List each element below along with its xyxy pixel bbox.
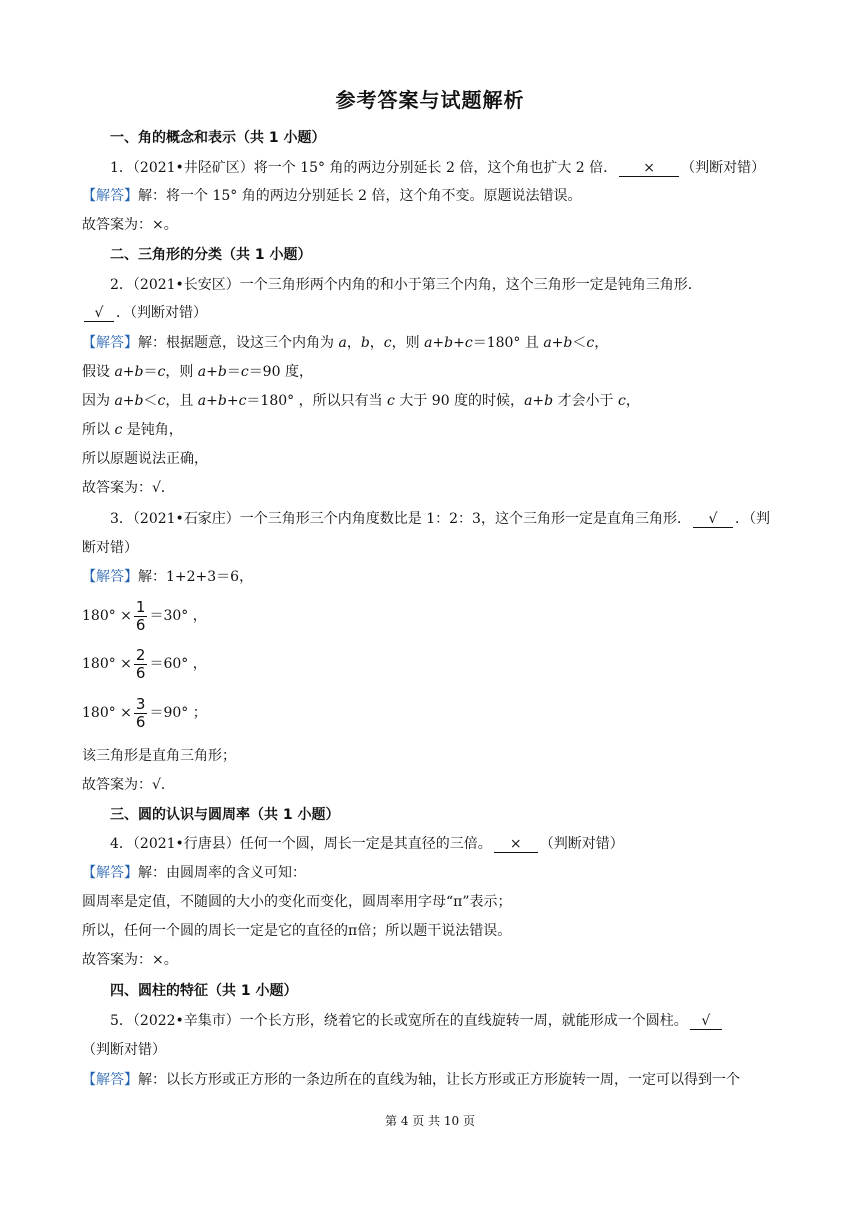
question-1-conclusion: 故答案为：×。 <box>82 217 178 233</box>
fraction: $\frac{3}{6}$ <box>135 694 146 731</box>
question-3-answer: √ <box>693 511 733 528</box>
question-2-conclusion: 故答案为：√． <box>82 480 175 496</box>
question-2-stem: 2．（2021•长安区）一个三角形两个内角的和小于第三个内角，这个三角形一定是钝角三角形． <box>110 277 702 293</box>
solution-tag: 【解答】 <box>82 1072 138 1088</box>
question-3-stem: 3．（2021•石家庄）一个三角形三个内角度数比是 1：2：3，这个三角形一定是直角三角形． <box>110 511 691 527</box>
question-1-answer: × <box>619 160 679 177</box>
question-3-suffix-wrap: 断对错） <box>82 540 138 556</box>
section-heading-4: 四、圆柱的特征（共 1 小题） <box>110 983 298 999</box>
question-5-suffix: （判断对错） <box>82 1042 166 1058</box>
question-4-conclusion: 故答案为：×。 <box>82 952 178 968</box>
question-4-answer: × <box>494 836 538 853</box>
solution-tag: 【解答】 <box>82 569 138 585</box>
question-4-step-2: 圆周率是定值，不随圆的大小的变化而变化，圆周率用字母“π”表示； <box>82 894 512 910</box>
question-3-solution: 【解答】解：1+2+3＝6， <box>82 569 254 585</box>
fraction: $\frac{1}{6}$ <box>135 597 146 634</box>
question-5-answer: √ <box>690 1013 722 1030</box>
question-5-stem: 5．（2022•辛集市）一个长方形，绕着它的长或宽所在的直线旋转一周，就能形成一个圆柱。 <box>110 1013 688 1029</box>
section-heading-1: 一、角的概念和表示（共 1 小题） <box>110 130 326 146</box>
question-4-stem: 4．（2021•行唐县）任何一个圆，周长一定是其直径的三倍。 <box>110 836 492 852</box>
question-1-stem: 1．（2021•井陉矿区）将一个 15° 角的两边分别延长 2 倍，这个角也扩大 2 倍． <box>110 160 618 176</box>
question-2-step-2: 假设 a+b＝c，则 a+b＝c＝90 度， <box>82 364 313 380</box>
fraction: $\frac{2}{6}$ <box>135 645 146 682</box>
question-1-suffix: （判断对错） <box>681 160 766 176</box>
solution-tag: 【解答】 <box>82 335 138 351</box>
solution-tag: 【解答】 <box>82 188 138 204</box>
question-3-calc-3: 180° × $\frac{3}{6}$ ＝90° ； <box>82 694 207 731</box>
question-3-conclusion: 故答案为：√． <box>82 777 175 793</box>
section-heading-3: 三、圆的认识与圆周率（共 1 小题） <box>110 807 340 823</box>
question-3-calc-2: 180° × $\frac{2}{6}$ ＝60° ， <box>82 645 207 682</box>
question-4: 4．（2021•行唐县）任何一个圆，周长一定是其直径的三倍。 × （判断对错） <box>110 836 624 852</box>
question-4-solution: 【解答】解：由圆周率的含义可知： <box>82 865 306 881</box>
question-3-calc-1: 180° × $\frac{1}{6}$ ＝30° ， <box>82 597 207 634</box>
question-3: 3．（2021•石家庄）一个三角形三个内角度数比是 1：2：3，这个三角形一定是直角三角形． √ ．（判 <box>110 511 770 527</box>
question-4-step-3: 所以，任何一个圆的周长一定是它的直径的π倍；所以题干说法错误。 <box>82 923 512 939</box>
question-5-solution: 【解答】解：以长方形或正方形的一条边所在的直线为轴，让长方形或正方形旋转一周，一定可以得到一个 <box>82 1072 740 1088</box>
question-2-step-5: 所以原题说法正确， <box>82 451 208 467</box>
page-footer: 第 4 页 共 10 页 <box>385 1114 475 1128</box>
section-heading-2: 二、三角形的分类（共 1 小题） <box>110 247 312 263</box>
question-1 <box>110 158 820 178</box>
solution-tag: 【解答】 <box>82 865 138 881</box>
question-2-answer-line: √ ．（判断对错） <box>82 303 792 323</box>
question-1-solution: 【解答】解：将一个 15° 角的两边分别延长 2 倍，这个角不变。原题说法错误。 <box>82 188 582 204</box>
question-3-line-after: 该三角形是直角三角形； <box>82 748 236 764</box>
page-title: 参考答案与试题解析 <box>335 88 525 112</box>
question-2-solution: 【解答】解：根据题意，设这三个内角为 a，b，c，则 a+b+c＝180° 且 a+b＜c， <box>82 335 609 351</box>
question-5 <box>110 1011 820 1031</box>
question-2-step-4: 所以 c 是钝角， <box>82 422 183 438</box>
question-2-answer: √ <box>84 305 114 322</box>
question-2-step-3: 因为 a+b＜c，且 a+b+c＝180° ，所以只有当 c 大于 90 度的时候，a+b 才会小于 c， <box>82 393 640 409</box>
